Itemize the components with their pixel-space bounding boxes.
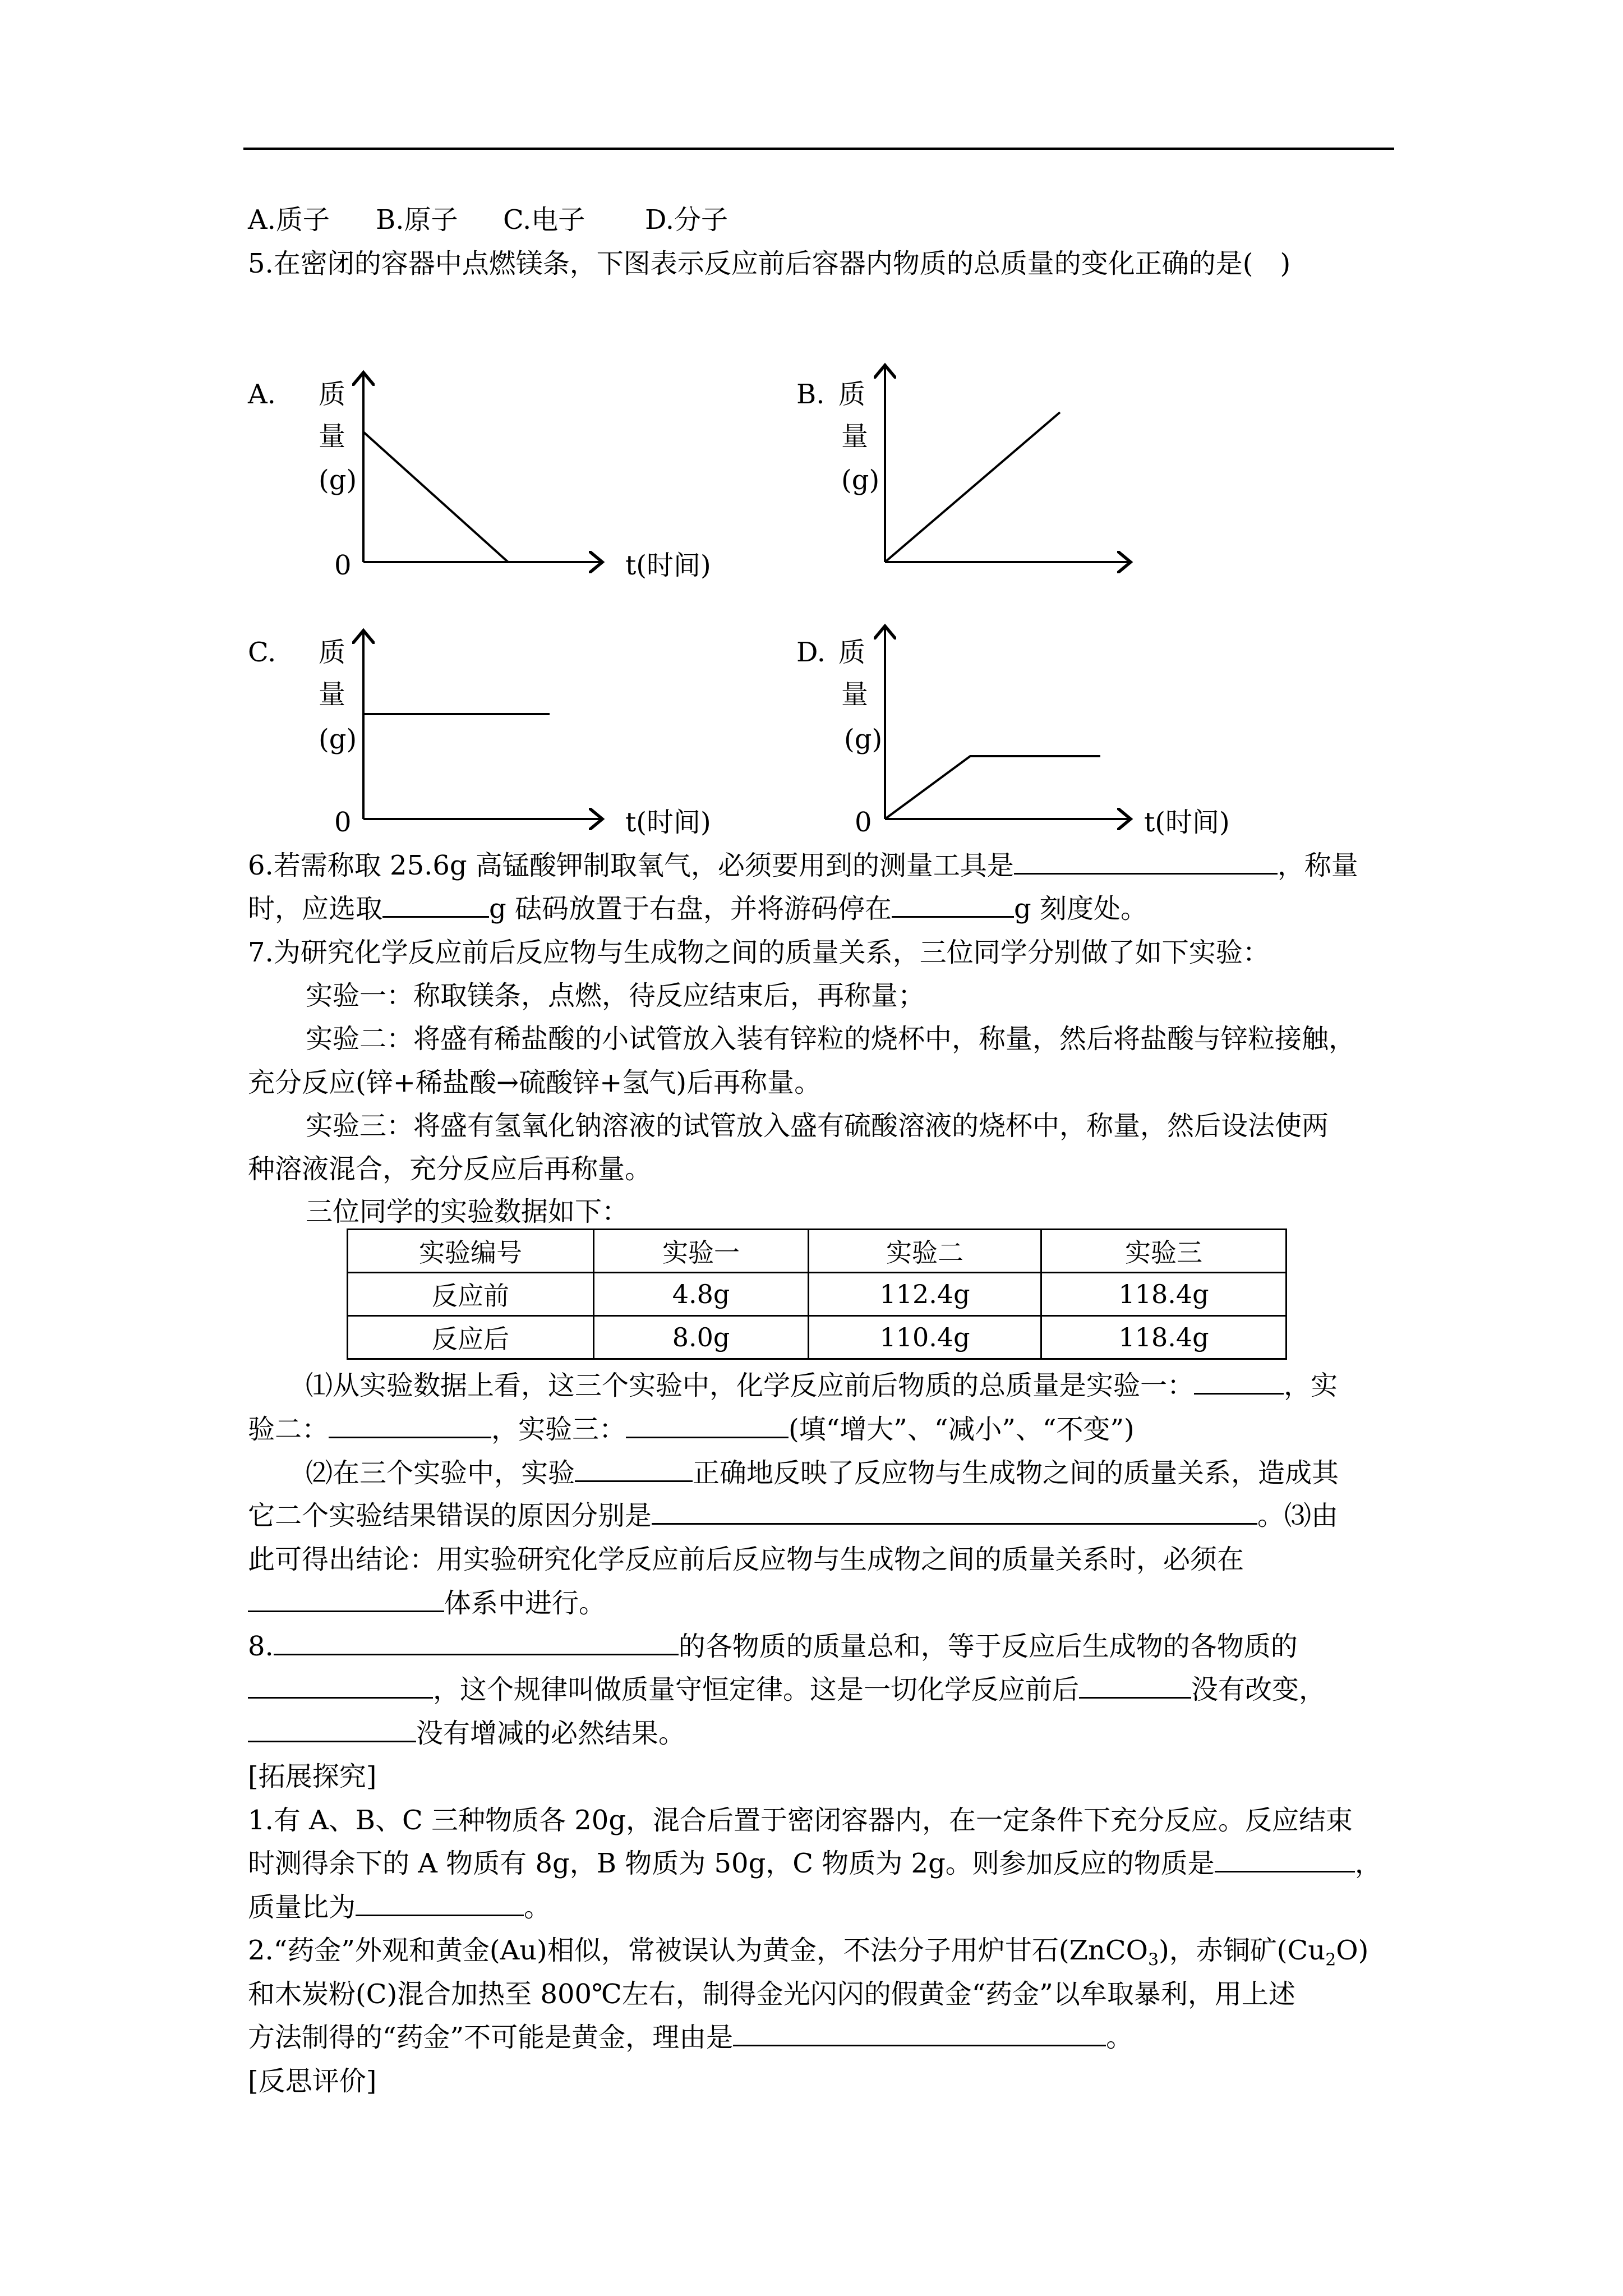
- ext2-line1: 2.“药金”外观和黄金(Au)相似，常被误认为黄金，不法分子用炉甘石(ZnCO$_3$)，赤铜矿$(Cu_2O)$: [248, 1935, 1369, 1970]
- ext1-line1: 1.有 A、B、C 三种物质各 20g，混合后置于密闭容器内，在一定条件下充分反应。反应结束: [248, 1805, 1353, 1836]
- q7-blank-6[interactable]: [248, 1587, 444, 1612]
- ext1-blank-2[interactable]: [356, 1891, 524, 1916]
- graph-d-ylabel-2: 量: [841, 679, 869, 710]
- graph-a-line: [363, 432, 508, 562]
- q8-blank-3[interactable]: [1079, 1673, 1191, 1699]
- q7-exp1: 实验一：称取镁条，点燃，待反应结束后，再称量；: [306, 980, 925, 1011]
- q8-blank-2[interactable]: [248, 1673, 433, 1699]
- ext2-blank-1[interactable]: [733, 2021, 1106, 2046]
- option-d: D.分子: [645, 204, 728, 236]
- table-cell: 112.4g: [809, 1273, 1041, 1316]
- graph-a-ylabel-1: 质: [319, 379, 346, 410]
- table-header-row: [348, 1230, 1287, 1273]
- graph-b-ylabel-2: 量: [841, 421, 869, 452]
- ext1-blank-1[interactable]: [1215, 1847, 1355, 1872]
- q7-part1-line1: ⑴从实验数据上看，这三个实验中，化学反应前后物质的总质量是实验一： ，实: [306, 1370, 1338, 1401]
- ext2-line2: 和木炭粉(C)混合加热至 800℃左右，制得金光闪闪的假黄金“药金”以牟取暴利，用上述: [248, 1978, 1295, 2010]
- q7-blank-1[interactable]: [1194, 1369, 1284, 1395]
- graph-a-label: A.: [248, 379, 276, 410]
- table-row: [348, 1316, 1287, 1359]
- option-b: B.原子: [376, 204, 458, 236]
- reflect-heading: [反思评价]: [248, 2065, 377, 2097]
- graph-c-xlabel: t(时间): [625, 807, 711, 838]
- q7-table-intro: 三位同学的实验数据如下：: [306, 1196, 629, 1227]
- table-cell: 反应后: [348, 1316, 594, 1359]
- ext1-line2: 时测得余下的 A 物质有 8g，B 物质为 50g，C 物质为 2g。则参加反应的物质是 ，: [248, 1848, 1382, 1879]
- table-cell: 118.4g: [1041, 1273, 1287, 1316]
- ext1-line3: 质量比为 。: [248, 1892, 551, 1923]
- q7-exp3a: 实验三：将盛有氢氧化钠溶液的试管放入盛有硫酸溶液的烧杯中，称量，然后设法使两: [306, 1110, 1329, 1142]
- table-header-cell: 实验一: [594, 1230, 809, 1273]
- graph-d-label: D.: [796, 637, 826, 668]
- graph-b-label: B.: [796, 379, 825, 410]
- q7-blank-5[interactable]: [652, 1499, 1257, 1525]
- q7-exp2b: 充分反应(锌+稀盐酸→硫酸锌+氢气)后再称量。: [248, 1067, 822, 1098]
- q6-line1: 6.若需称取 25.6g 高锰酸钾制取氧气，必须要用到的测量工具是 ，称量: [248, 850, 1358, 881]
- q5-stem: 5.在密闭的容器中点燃镁条，下图表示反应前后容器内物质的总质量的变化正确的是( ): [248, 248, 1291, 279]
- graph-b-ylabel-1: 质: [838, 379, 866, 410]
- table-cell: 118.4g: [1041, 1316, 1287, 1359]
- q7-part2-line1: ⑵在三个实验中，实验 正确地反映了反应物与生成物之间的质量关系，造成其: [306, 1457, 1339, 1489]
- graph-d-line: [885, 756, 1100, 819]
- q8-blank-1[interactable]: [274, 1630, 679, 1655]
- option-a: A.质子: [248, 204, 330, 236]
- graph-d-xlabel: t(时间): [1144, 807, 1230, 838]
- q7-exp2a: 实验二：将盛有稀盐酸的小试管放入装有锌粒的烧杯中，称量，然后将盐酸与锌粒接触，: [306, 1023, 1356, 1055]
- q8-line1: 8. 的各物质的质量总和，等于反应后生成物的各物质的: [248, 1631, 1298, 1662]
- q7-part1-line2: 验二： ，实验三： (填“增大”、“减小”、“不变”): [248, 1414, 1135, 1445]
- graph-a-ylabel-2: 量: [319, 421, 346, 452]
- q7-exp3b: 种溶液混合，充分反应后再称量。: [248, 1153, 652, 1185]
- q8-line3: 没有增减的必然结果。: [248, 1717, 685, 1750]
- q7-part3-line1: 此可得出结论：用实验研究化学反应前后反应物与生成物之间的质量关系时，必须在: [248, 1544, 1244, 1575]
- table-cell: 110.4g: [809, 1316, 1041, 1359]
- table-cell: 反应前: [348, 1273, 594, 1316]
- graph-a-ylabel-3: (g): [319, 464, 357, 496]
- graph-c: [363, 633, 600, 819]
- graph-d: [885, 628, 1128, 819]
- q6-blank-1[interactable]: [1014, 849, 1278, 875]
- graph-a: [363, 375, 600, 562]
- graph-c-ylabel-2: 量: [319, 679, 346, 710]
- graph-c-ylabel-1: 质: [319, 637, 346, 668]
- graph-b-ylabel-3: (g): [841, 464, 880, 496]
- graph-a-xlabel: t(时间): [625, 550, 711, 581]
- graph-d-ylabel-3: (g): [844, 724, 883, 755]
- table-header-cell: 实验二: [809, 1230, 1041, 1273]
- graph-d-ylabel-1: 质: [838, 637, 866, 668]
- table-row: [348, 1273, 1287, 1316]
- experiment-table: [347, 1228, 1287, 1360]
- q7-intro: 7.为研究化学反应前后反应物与生成物之间的质量关系，三位同学分别做了如下实验：: [248, 937, 1270, 968]
- table-cell: 4.8g: [594, 1273, 809, 1316]
- q8-blank-4[interactable]: [248, 1717, 416, 1742]
- graph-b: [885, 367, 1128, 562]
- q7-part2-line2: 它二个实验结果错误的原因分别是 。⑶由: [248, 1500, 1339, 1531]
- option-c: C.电子: [503, 204, 585, 236]
- graph-b-line: [885, 412, 1060, 562]
- q6-blank-3[interactable]: [892, 892, 1014, 918]
- table-header-cell: 实验三: [1041, 1230, 1287, 1273]
- q7-blank-4[interactable]: [575, 1457, 693, 1482]
- q6-line2: 时，应选取 g 砝码放置于右盘，并将游码停在 g 刻度处。: [248, 893, 1148, 924]
- table-header-cell: 实验编号: [348, 1230, 594, 1273]
- q7-part3-line2: 体系中进行。: [248, 1586, 606, 1620]
- q7-blank-2[interactable]: [329, 1413, 491, 1438]
- q8-line2: ，这个规律叫做质量守恒定律。这是一切化学反应前后 没有改变，: [248, 1673, 1326, 1706]
- graph-c-label: C.: [248, 637, 276, 668]
- ext-heading: [拓展探究]: [248, 1761, 377, 1792]
- graph-c-origin: 0: [334, 807, 352, 838]
- graph-d-origin: 0: [855, 807, 872, 838]
- ext2-line3: 方法制得的“药金”不可能是黄金，理由是 。: [248, 2022, 1133, 2053]
- graph-c-ylabel-3: (g): [319, 724, 357, 755]
- graph-a-origin: 0: [334, 550, 352, 581]
- q7-blank-3[interactable]: [626, 1413, 789, 1438]
- table-cell: 8.0g: [594, 1316, 809, 1359]
- q6-blank-2[interactable]: [382, 892, 489, 918]
